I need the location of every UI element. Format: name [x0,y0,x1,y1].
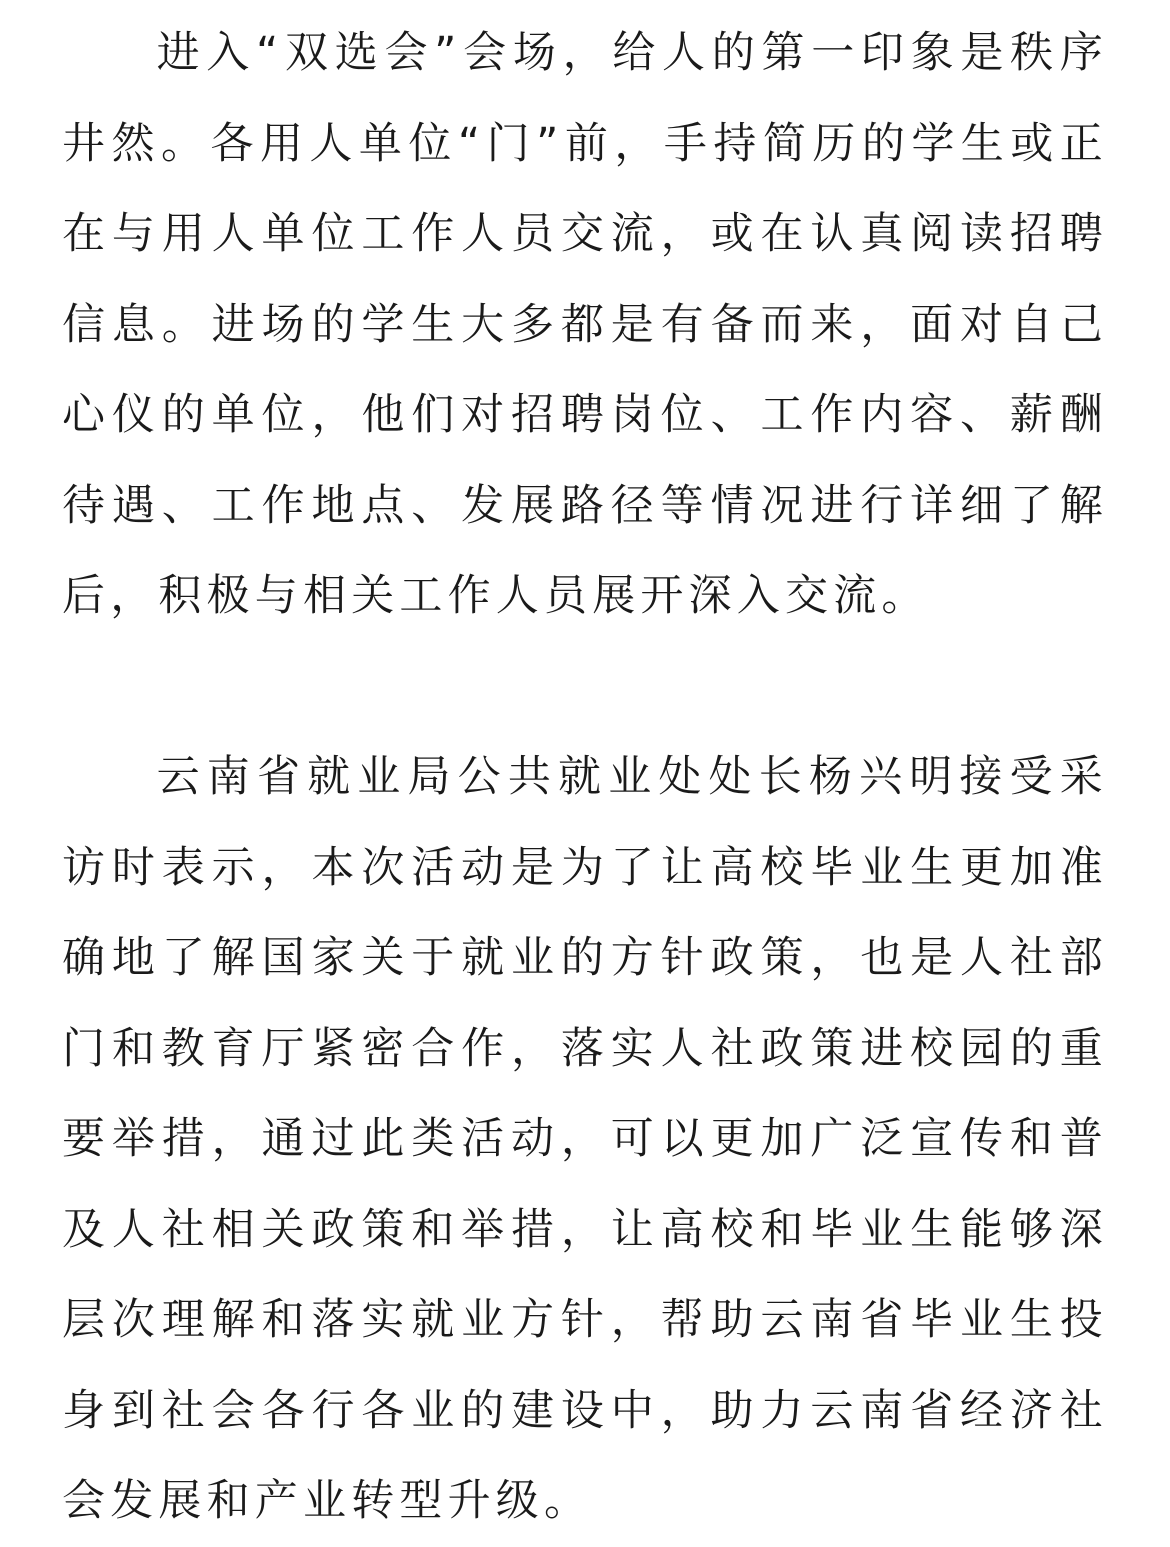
article-body [62,8,1108,1547]
article-paragraph: 进入“双选会”会场，给人的第一印象是秩序井然。各用人单位“门”前，手持简历的学生或正在与用人单位工作人员交流，或在认真阅读招聘信息。进场的学生大多都是有备而来，面对自己心仪的单位，他们对招聘岗位、工作内容、薪酬待遇、工作地点、发展路径等情况进行详细了解后，积极与相关工作人员展开深入交流。 [62,28,1108,621]
article-paragraph: 云南省就业局公共就业处处长杨兴明接受采访时表示，本次活动是为了让高校毕业生更加准确地了解国家关于就业的方针政策，也是人社部门和教育厅紧密合作，落实人社政策进校园的重要举措，通过此类活动，可以更加广泛宣传和普及人社相关政策和举措，让高校和毕业生能够深层次理解和落实就业方针，帮助云南省毕业生投身到社会各行各业的建设中，助力云南省经济社会发展和产业转型升级。 [62,752,1108,1526]
